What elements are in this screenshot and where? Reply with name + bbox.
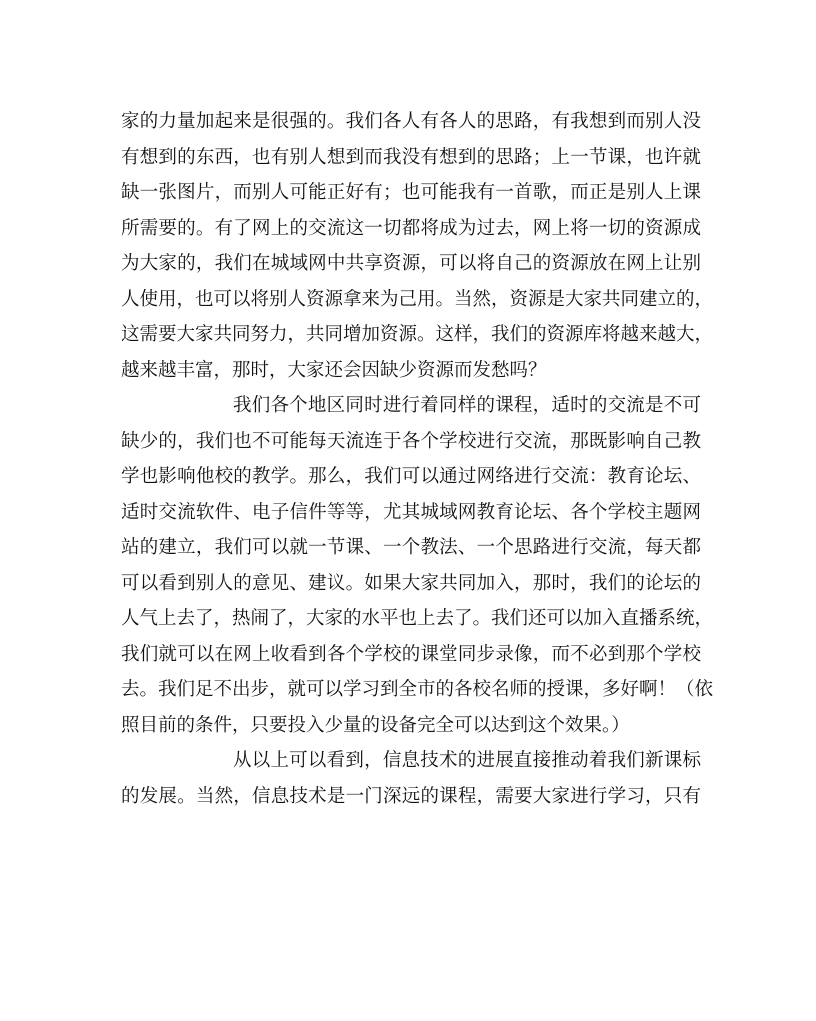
text-line: 有想到的东西，也有别人想到而我没有想到的思路；上一节课，也许就 — [121, 146, 701, 168]
text-line: 所需要的。有了网上的交流这一切都将成为过去，网上将一切的资源成 — [121, 217, 701, 239]
paragraph-1 — [121, 104, 714, 388]
text-line: 缺一张图片，而别人可能正好有；也可能我有一首歌，而正是别人上课 — [121, 182, 701, 203]
text-line-indented: 从以上可以看到，信息技术的进展直接推动着我们新课标 — [233, 750, 701, 771]
text-line: 可以看到别人的意见、建议。如果大家共同加入，那时，我们的论坛的 — [121, 572, 701, 594]
paragraph-2 — [121, 388, 714, 743]
text-line: 适时交流软件、电子信件等等，尤其城域网教育论坛、各个学校主题网 — [121, 501, 701, 523]
text-line: 人使用，也可以将别人资源拿来为己用。当然，资源是大家共同建立的， — [121, 288, 714, 310]
text-line: 这需要大家共同努力，共同增加资源。这样，我们的资源库将越来越大， — [121, 324, 714, 345]
text-line: 照目前的条件，只要投入少量的设备完全可以达到这个效果。） — [121, 714, 630, 736]
text-line: 为大家的，我们在城域网中共享资源，可以将自己的资源放在网上让别 — [121, 253, 701, 274]
text-line: 去。我们足不出步，就可以学习到全市的各校名师的授课，多好啊！（依 — [121, 679, 714, 700]
document-body — [121, 104, 714, 814]
text-line: 越来越丰富，那时，大家还会因缺少资源而发愁吗？ — [121, 359, 547, 381]
text-line: 学也影响他校的教学。那么，我们可以通过网络进行交流：教育论坛、 — [121, 466, 701, 487]
text-line-indented: 我们各个地区同时进行着同样的课程，适时的交流是不可 — [233, 395, 701, 416]
text-line: 家的力量加起来是很强的。我们各人有各人的思路，有我想到而别人没 — [121, 111, 701, 132]
text-line: 站的建立，我们可以就一节课、一个教法、一个思路进行交流，每天都 — [121, 537, 701, 558]
text-line: 人气上去了，热闹了，大家的水平也上去了。我们还可以加入直播系统， — [121, 608, 714, 629]
paragraph-3 — [121, 743, 701, 814]
text-line: 的发展。当然，信息技术是一门深远的课程，需要大家进行学习，只有 — [121, 785, 701, 807]
text-line: 我们就可以在网上收看到各个学校的课堂同步录像，而不必到那个学校 — [121, 643, 701, 665]
text-line: 缺少的，我们也不可能每天流连于各个学校进行交流，那既影响自己教 — [121, 430, 701, 452]
